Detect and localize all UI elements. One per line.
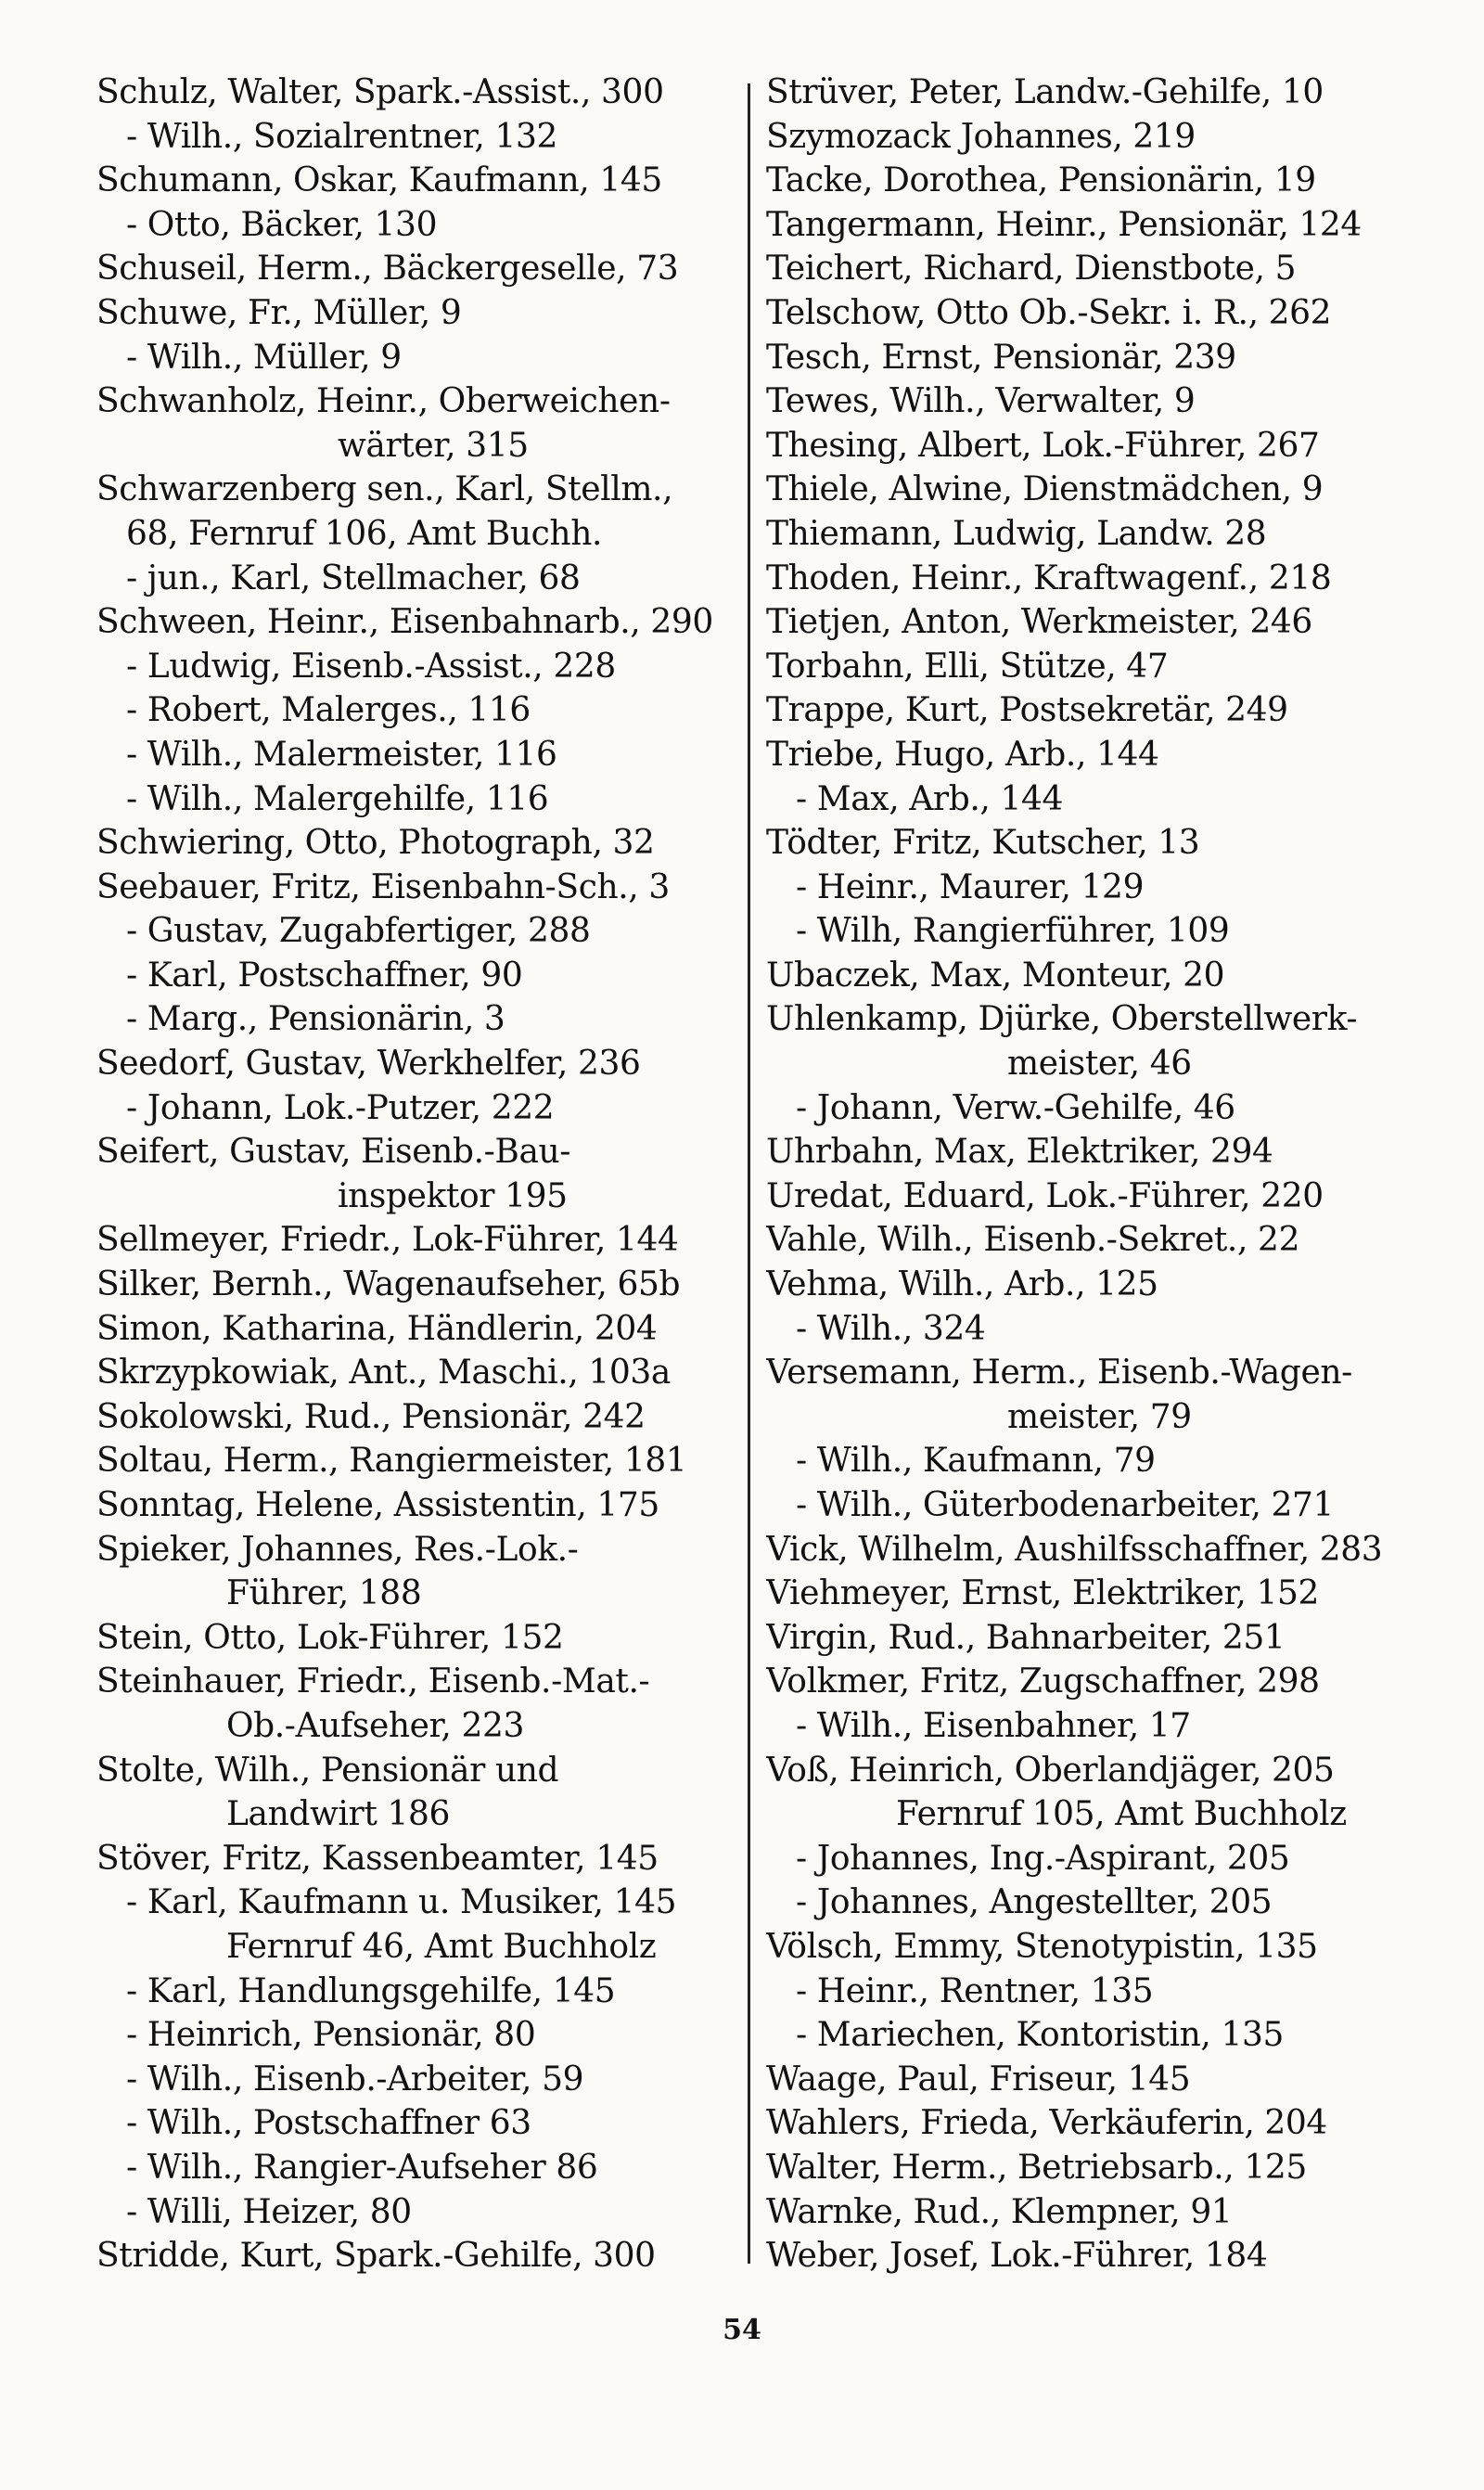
directory-entry: Stolte, Wilh., Pensionär und xyxy=(96,1751,559,1790)
left-column xyxy=(96,71,736,2278)
directory-entry: - Wilh., Kaufmann, 79 xyxy=(796,1442,1156,1481)
directory-entry: - Wilh., Malergehilfe, 116 xyxy=(126,779,549,818)
directory-entry: - Karl, Kaufmann u. Musiker, 145 xyxy=(126,1883,677,1922)
directory-entry: meister, 79 xyxy=(1007,1397,1192,1436)
directory-entry: Schwiering, Otto, Photograph, 32 xyxy=(96,824,655,863)
directory-entry: - Heinr., Maurer, 129 xyxy=(796,867,1145,906)
directory-entry: Thiemann, Ludwig, Landw. 28 xyxy=(766,514,1267,553)
directory-entry: Landwirt 186 xyxy=(226,1795,450,1834)
directory-entry: - Wilh., Eisenb.-Arbeiter, 59 xyxy=(126,2060,584,2099)
directory-entry: Schwarzenberg sen., Karl, Stellm., xyxy=(96,470,673,509)
directory-entry: Weber, Josef, Lok.-Führer, 184 xyxy=(766,2237,1268,2276)
directory-entry: Vick, Wilhelm, Aushilfsschaffner, 283 xyxy=(766,1530,1383,1569)
directory-entry: Seedorf, Gustav, Werkhelfer, 236 xyxy=(96,1045,641,1084)
directory-entry: Tesch, Ernst, Pensionär, 239 xyxy=(766,338,1236,377)
directory-entry: Vahle, Wilh., Eisenb.-Sekret., 22 xyxy=(766,1221,1300,1260)
directory-entry: Tewes, Wilh., Verwalter, 9 xyxy=(766,382,1196,421)
directory-entry: - Wilh., Eisenbahner, 17 xyxy=(796,1706,1191,1745)
directory-entry: Tödter, Fritz, Kutscher, 13 xyxy=(766,824,1200,863)
directory-entry: Sokolowski, Rud., Pensionär, 242 xyxy=(96,1397,646,1436)
directory-entry: Seifert, Gustav, Eisenb.-Bau- xyxy=(96,1133,571,1172)
directory-entry: Szymozack Johannes, 219 xyxy=(766,117,1196,156)
directory-entry: - jun., Karl, Stellmacher, 68 xyxy=(126,558,581,597)
directory-entry: meister, 46 xyxy=(1007,1045,1192,1084)
directory-entry: - Gustav, Zugabfertiger, 288 xyxy=(126,912,591,951)
directory-entry: Führer, 188 xyxy=(226,1574,422,1613)
directory-entry: 68, Fernruf 106, Amt Buchh. xyxy=(126,514,603,553)
directory-entry: Fernruf 105, Amt Buchholz xyxy=(896,1795,1347,1834)
directory-entry: Sonntag, Helene, Assistentin, 175 xyxy=(96,1486,659,1524)
directory-entry: Soltau, Herm., Rangiermeister, 181 xyxy=(96,1442,687,1481)
directory-entry: Silker, Bernh., Wagenaufseher, 65b xyxy=(96,1265,681,1304)
directory-entry: - Karl, Handlungsgehilfe, 145 xyxy=(126,1971,616,2010)
directory-entry: - Wilh., Malermeister, 116 xyxy=(126,735,557,774)
directory-entry: - Ludwig, Eisenb.-Assist., 228 xyxy=(126,647,616,686)
directory-entry: - Wilh., Güterbodenarbeiter, 271 xyxy=(796,1486,1335,1524)
directory-entry: Skrzypkowiak, Ant., Maschi., 103a xyxy=(96,1354,671,1393)
directory-entry: Thoden, Heinr., Kraftwagenf., 218 xyxy=(766,558,1332,597)
directory-entry: - Heinr., Rentner, 135 xyxy=(796,1971,1154,2010)
directory-entry: Thiele, Alwine, Dienstmädchen, 9 xyxy=(766,470,1324,509)
directory-entry: - Willi, Heizer, 80 xyxy=(126,2192,412,2231)
directory-entry: Triebe, Hugo, Arb., 144 xyxy=(766,735,1159,774)
directory-entry: - Johannes, Angestellter, 205 xyxy=(796,1883,1273,1922)
directory-entry: - Wilh., Sozialrentner, 132 xyxy=(126,117,558,156)
directory-entry: Thesing, Albert, Lok.-Führer, 267 xyxy=(766,426,1320,465)
directory-entry: Simon, Katharina, Händlerin, 204 xyxy=(96,1309,658,1348)
directory-entry: - Johann, Lok.-Putzer, 222 xyxy=(126,1088,555,1127)
directory-entry: Tietjen, Anton, Werkmeister, 246 xyxy=(766,603,1312,642)
directory-entry: Steinhauer, Friedr., Eisenb.-Mat.- xyxy=(96,1662,650,1701)
directory-entry: Torbahn, Elli, Stütze, 47 xyxy=(766,647,1169,686)
directory-entry: Uhlenkamp, Djürke, Oberstellwerk- xyxy=(766,1000,1358,1039)
directory-entry: Völsch, Emmy, Stenotypistin, 135 xyxy=(766,1927,1318,1966)
directory-entry: Ob.-Aufseher, 223 xyxy=(226,1706,524,1745)
directory-entry: Warnke, Rud., Klempner, 91 xyxy=(766,2192,1233,2231)
directory-entry: Vehma, Wilh., Arb., 125 xyxy=(766,1265,1158,1304)
directory-entry: Schuseil, Herm., Bäckergeselle, 73 xyxy=(96,250,679,289)
directory-entry: Sellmeyer, Friedr., Lok-Führer, 144 xyxy=(96,1221,679,1260)
column-divider xyxy=(748,83,750,2264)
directory-entry: Stöver, Fritz, Kassenbeamter, 145 xyxy=(96,1839,659,1878)
directory-entry: Schuwe, Fr., Müller, 9 xyxy=(96,293,462,332)
directory-entry: - Max, Arb., 144 xyxy=(796,779,1064,818)
directory-entry: - Mariechen, Kontoristin, 135 xyxy=(796,2016,1284,2055)
directory-entry: Uredat, Eduard, Lok.-Führer, 220 xyxy=(766,1176,1324,1215)
directory-entry: Versemann, Herm., Eisenb.-Wagen- xyxy=(766,1354,1352,1393)
directory-entry: inspektor 195 xyxy=(338,1176,568,1215)
directory-entry: Wahlers, Frieda, Verkäuferin, 204 xyxy=(766,2104,1327,2143)
directory-entry: Voß, Heinrich, Oberlandjäger, 205 xyxy=(766,1751,1335,1790)
directory-entry: - Johann, Verw.-Gehilfe, 46 xyxy=(796,1088,1235,1127)
directory-entry: Viehmeyer, Ernst, Elektriker, 152 xyxy=(766,1574,1319,1613)
directory-entry: Tacke, Dorothea, Pensionärin, 19 xyxy=(766,161,1316,200)
directory-entry: - Wilh., Rangier-Aufseher 86 xyxy=(126,2148,598,2187)
directory-entry: Schumann, Oskar, Kaufmann, 145 xyxy=(96,161,662,200)
page-number: 54 xyxy=(723,2314,761,2346)
directory-entry: - Otto, Bäcker, 130 xyxy=(126,205,438,244)
directory-entry: Spieker, Johannes, Res.-Lok.- xyxy=(96,1530,579,1569)
directory-entry: - Robert, Malerges., 116 xyxy=(126,691,531,730)
directory-entry: Seebauer, Fritz, Eisenbahn-Sch., 3 xyxy=(96,867,670,906)
directory-entry: Telschow, Otto Ob.-Sekr. i. R., 262 xyxy=(766,293,1332,332)
directory-entry: Stein, Otto, Lok-Führer, 152 xyxy=(96,1618,564,1657)
directory-entry: - Johannes, Ing.-Aspirant, 205 xyxy=(796,1839,1290,1878)
directory-entry: Teichert, Richard, Dienstbote, 5 xyxy=(766,250,1297,289)
directory-entry: wärter, 315 xyxy=(338,426,529,465)
right-column xyxy=(766,71,1406,2278)
directory-entry: Fernruf 46, Amt Buchholz xyxy=(226,1927,657,1966)
directory-entry: - Marg., Pensionärin, 3 xyxy=(126,1000,505,1039)
directory-entry: - Wilh., Müller, 9 xyxy=(126,338,402,377)
directory-entry: - Wilh, Rangierführer, 109 xyxy=(796,912,1230,951)
directory-entry: Volkmer, Fritz, Zugschaffner, 298 xyxy=(766,1662,1320,1701)
directory-entry: Schwanholz, Heinr., Oberweichen- xyxy=(96,382,671,421)
directory-entry: Virgin, Rud., Bahnarbeiter, 251 xyxy=(766,1618,1286,1657)
directory-entry: Uhrbahn, Max, Elektriker, 294 xyxy=(766,1133,1273,1172)
directory-entry: - Wilh., 324 xyxy=(796,1309,986,1348)
directory-entry: Strüver, Peter, Landw.-Gehilfe, 10 xyxy=(766,73,1324,111)
directory-entry: Stridde, Kurt, Spark.-Gehilfe, 300 xyxy=(96,2237,656,2276)
directory-entry: Ubaczek, Max, Monteur, 20 xyxy=(766,956,1225,995)
directory-entry: Schween, Heinr., Eisenbahnarb., 290 xyxy=(96,603,713,642)
directory-entry: Tangermann, Heinr., Pensionär, 124 xyxy=(766,205,1362,244)
directory-entry: - Heinrich, Pensionär, 80 xyxy=(126,2016,536,2055)
directory-entry: Walter, Herm., Betriebsarb., 125 xyxy=(766,2148,1307,2187)
directory-entry: - Wilh., Postschaffner 63 xyxy=(126,2104,531,2143)
directory-entry: Schulz, Walter, Spark.-Assist., 300 xyxy=(96,73,664,111)
directory-entry: - Karl, Postschaffner, 90 xyxy=(126,956,523,995)
directory-entry: Trappe, Kurt, Postsekretär, 249 xyxy=(766,691,1288,730)
directory-entry: Waage, Paul, Friseur, 145 xyxy=(766,2060,1191,2099)
